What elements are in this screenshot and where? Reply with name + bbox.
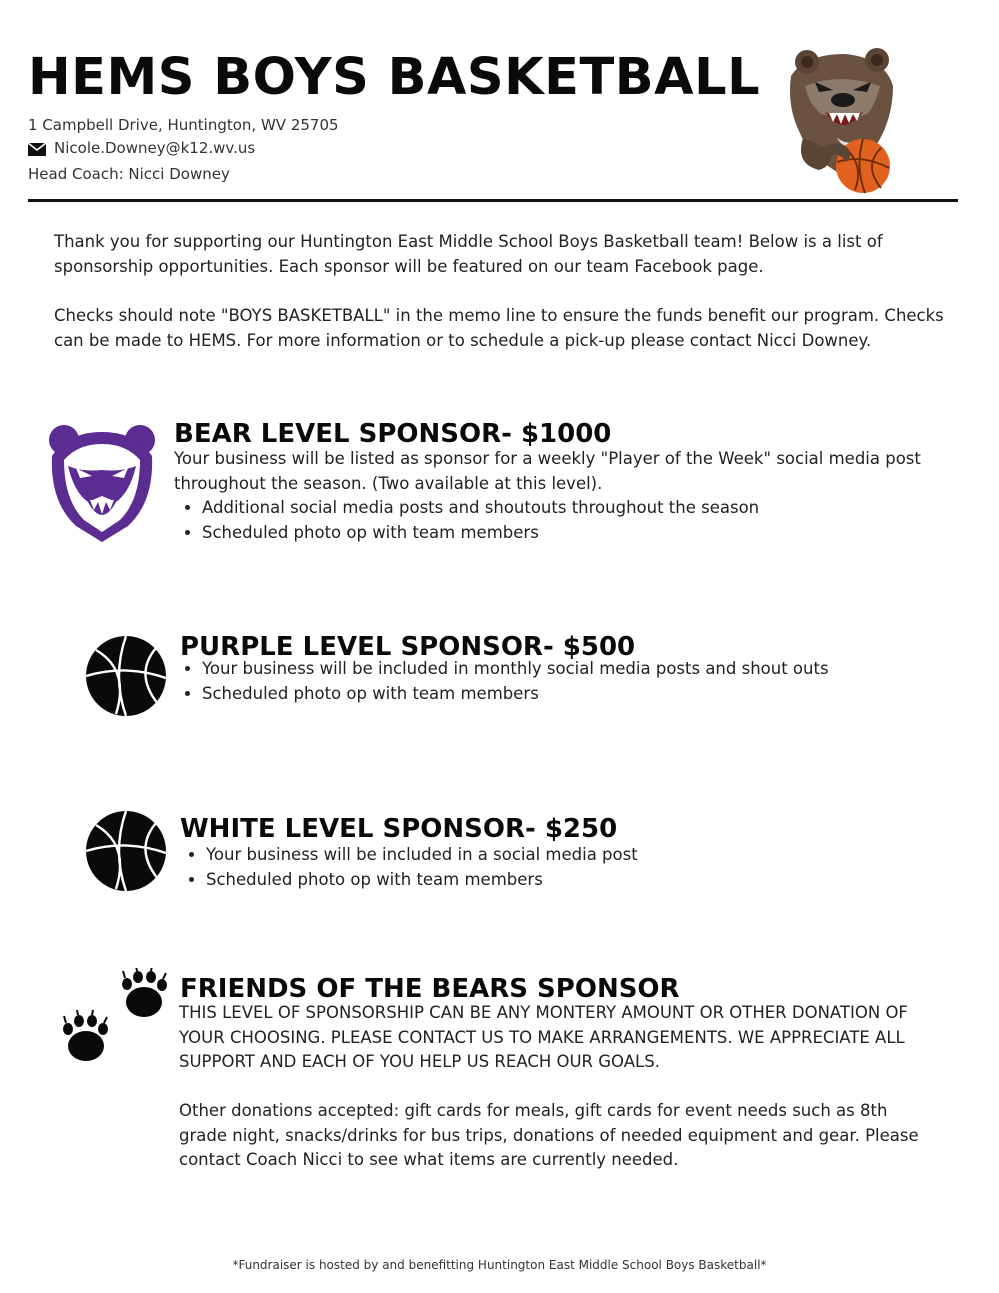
- friends-level-title: FRIENDS OF THE BEARS SPONSOR: [180, 974, 680, 1004]
- intro-paragraph-2: Checks should note "BOYS BASKETBALL" in the memo line to ensure the funds benefit our program. Checks can be made to HEMS. For more information or to schedule a pick-up please contact Nicci Downey.: [54, 306, 944, 350]
- envelope-icon: [28, 141, 46, 154]
- bear-level-benefits: [174, 496, 934, 545]
- bear-level-title: BEAR LEVEL SPONSOR- $1000: [174, 419, 612, 449]
- bear-paw-prints-icon: [60, 968, 172, 1062]
- footer-note: *Fundraiser is hosted by and benefitting Huntington East Middle School Boys Basketball*: [232, 1258, 767, 1272]
- list-item: • Your business will be included in a social media post: [206, 843, 938, 868]
- other-donations-text: Other donations accepted: gift cards for meals, gift cards for event needs such as 8th grade night, snacks/drinks for bus trips, donations of needed equipment and gear. Please contact Coach Nicci to see what items are currently needed.: [179, 1101, 919, 1169]
- grizzly-bear-logo: [785, 46, 900, 196]
- basketball-icon: [84, 809, 168, 893]
- bear-level-description: Your business will be listed as sponsor for a weekly "Player of the Week" social media post throughout the season. (Two available at this level).: [174, 449, 921, 493]
- purple-level-title: PURPLE LEVEL SPONSOR- $500: [180, 632, 636, 662]
- white-level-benefits: [178, 843, 938, 892]
- list-item: • Scheduled photo op with team members: [202, 682, 934, 707]
- address: 1 Campbell Drive, Huntington, WV 25705: [28, 116, 339, 134]
- list-item: • Additional social media posts and shoutouts throughout the season: [202, 496, 934, 521]
- list-item: • Scheduled photo op with team members: [206, 868, 938, 893]
- page-title: HEMS BOYS BASKETBALL: [28, 48, 761, 107]
- intro-paragraph-1: Thank you for supporting our Huntington East Middle School Boys Basketball team! Below is a list of sponsorship opportunities. Each sponsor will be featured on our team Facebook page.: [54, 232, 883, 276]
- list-item: • Scheduled photo op with team members: [202, 521, 934, 546]
- white-level-title: WHITE LEVEL SPONSOR- $250: [180, 814, 618, 844]
- friends-level-description: THIS LEVEL OF SPONSORSHIP CAN BE ANY MONTERY AMOUNT OR OTHER DONATION OF YOUR CHOOSING. PLEASE CONTACT US TO MAKE ARRANGEMENTS. WE APPRECIATE ALL SUPPORT AND EACH OF YOU HELP US REACH OUR GOALS.: [179, 1003, 908, 1071]
- purple-bear-head-icon: [46, 422, 158, 542]
- head-coach: Head Coach: Nicci Downey: [28, 165, 230, 183]
- header-divider: [28, 199, 958, 202]
- list-item: • Your business will be included in monthly social media posts and shout outs: [202, 657, 934, 682]
- basketball-icon: [84, 634, 168, 718]
- email-link[interactable]: Nicole.Downey@k12.wv.us: [54, 139, 256, 157]
- purple-level-benefits: [174, 657, 934, 706]
